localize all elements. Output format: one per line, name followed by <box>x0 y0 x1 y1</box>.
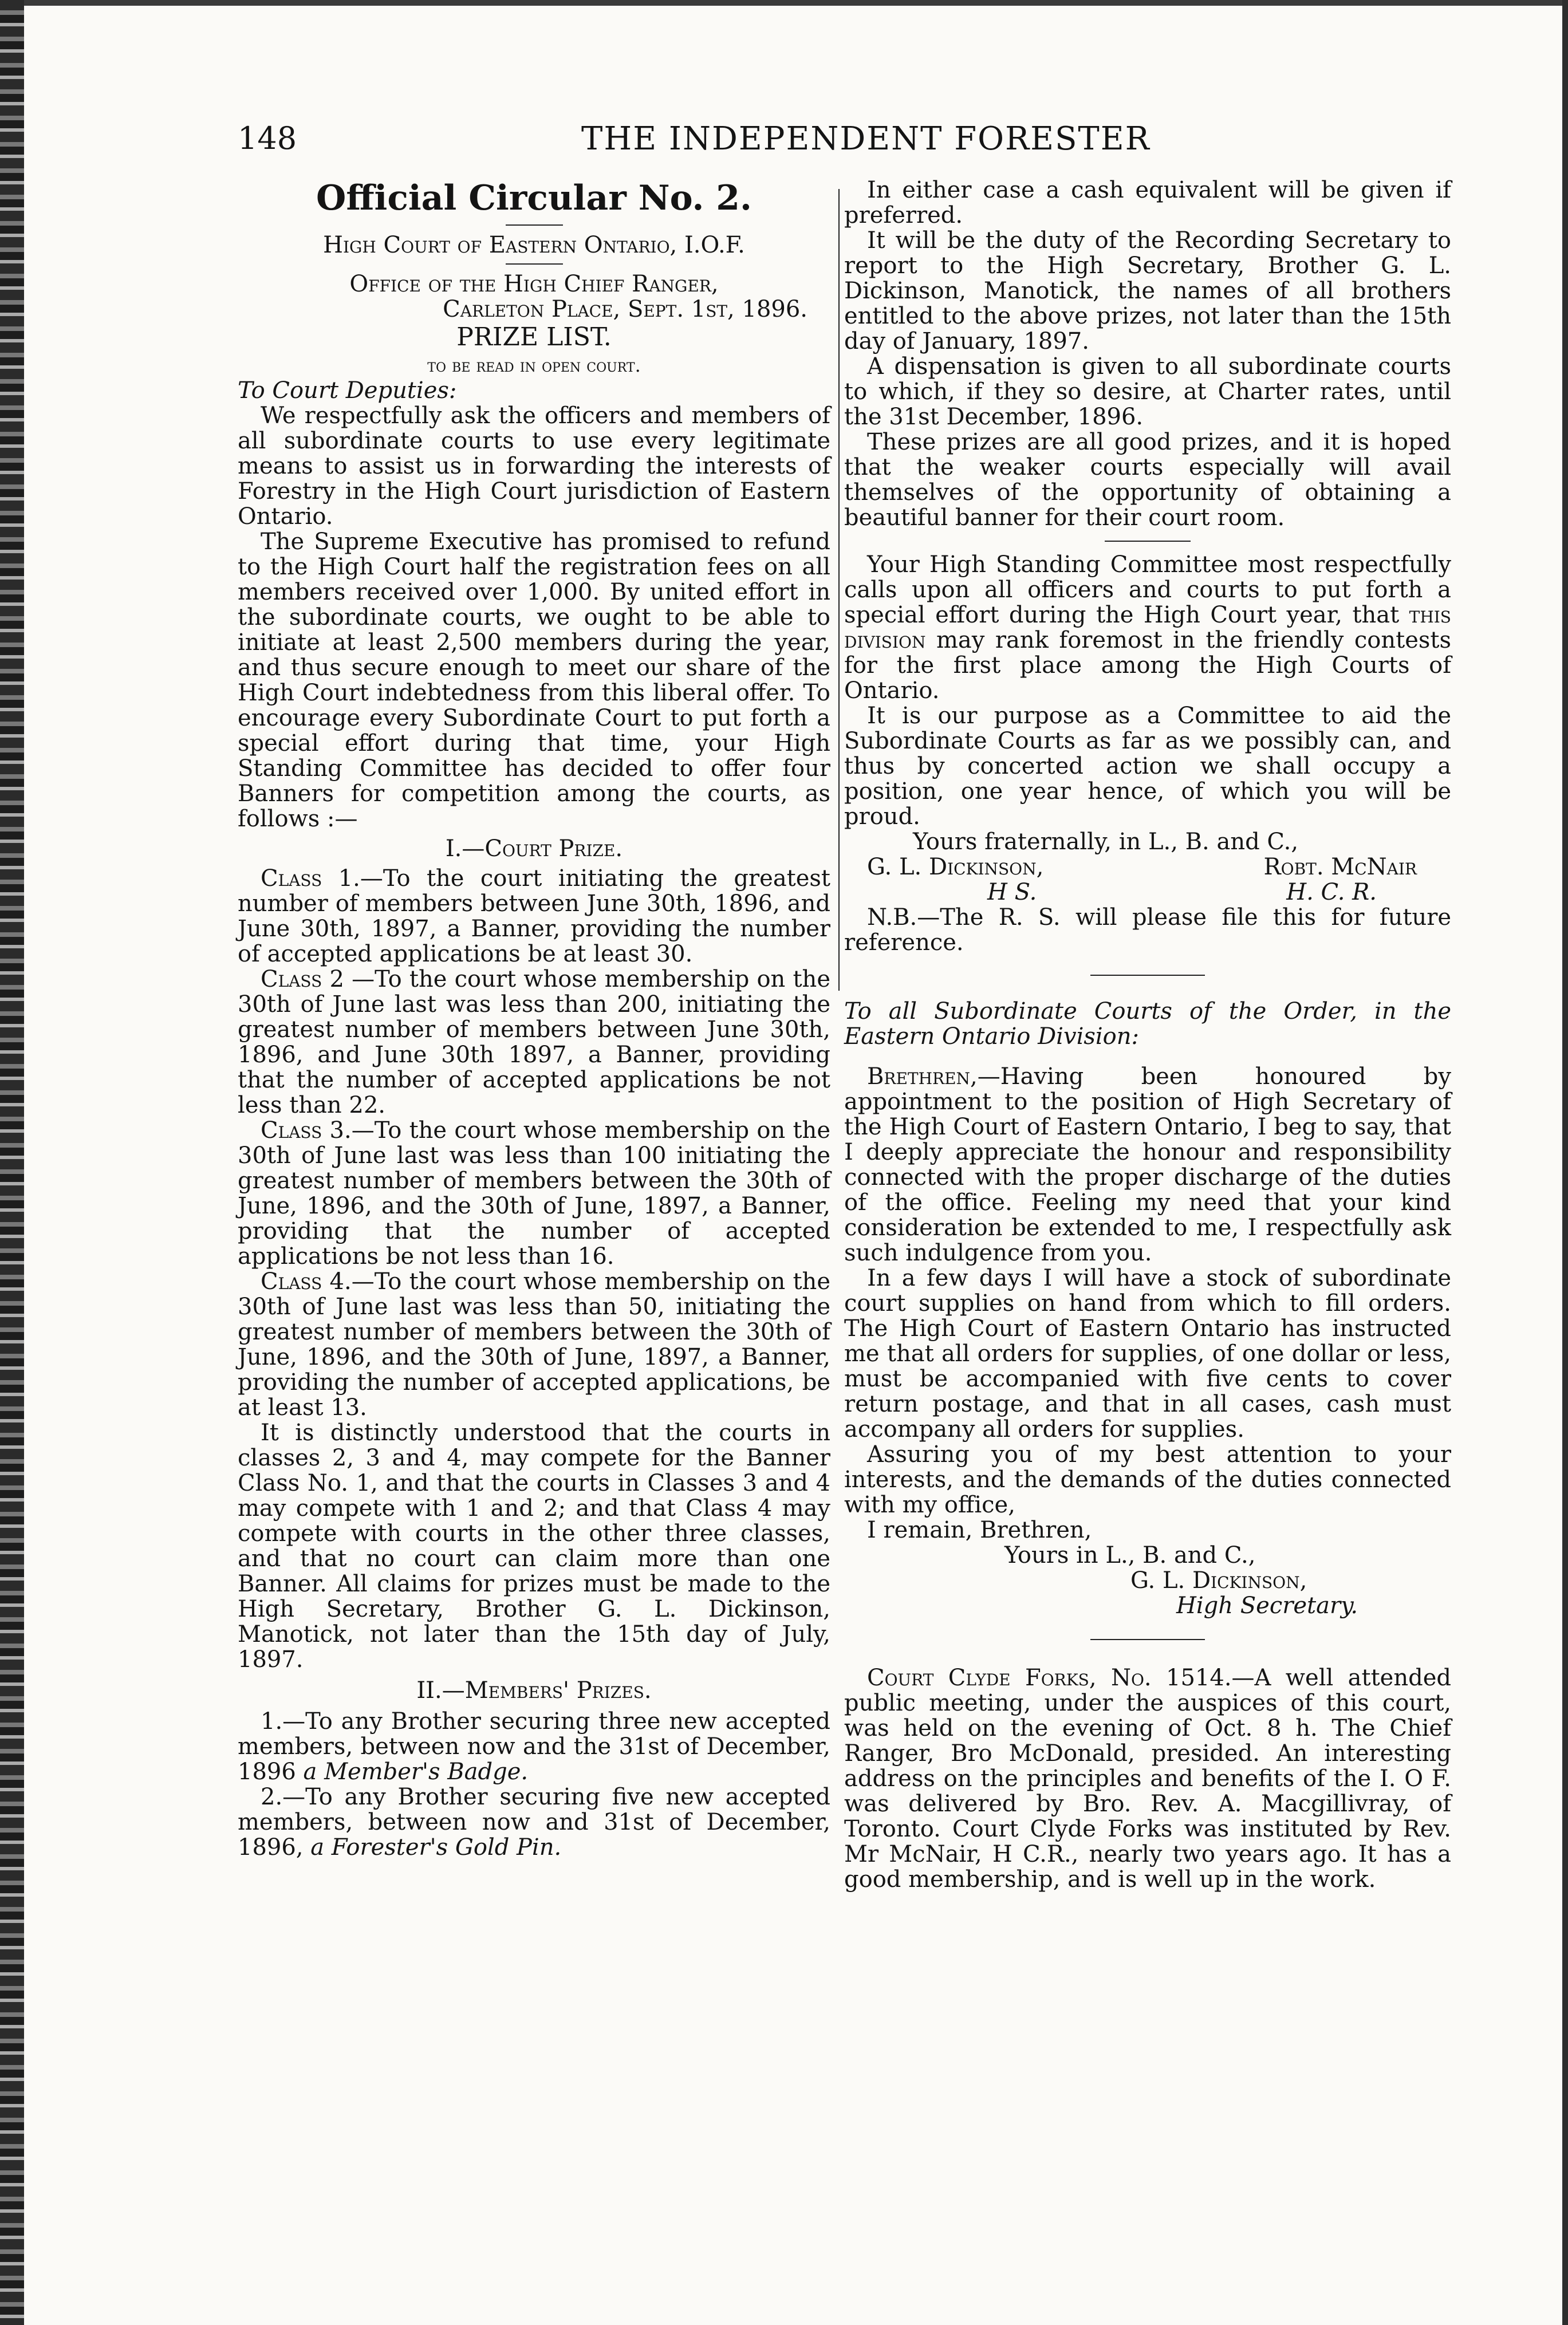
circular-title: Official Circular No. 2. <box>316 178 752 218</box>
salutation: To Court Deputies: <box>238 377 457 404</box>
court-prize-heading: I.—Court Prize. <box>445 836 623 862</box>
closing-line: Yours fraternally, in L., B. and C., <box>913 829 1299 855</box>
members-prize-1 <box>238 1709 830 1784</box>
prizes-hope-paragraph: These prizes are all good prizes, and it is hoped that the weaker courts especially will avail themselves of the opportunity of obtaining a beautiful banner for their court room. <box>844 429 1451 531</box>
committee-paragraph-1 <box>844 552 1451 703</box>
office-line-2: Carleton Place, Sept. 1st, 1896. <box>443 296 807 322</box>
section-rule-2 <box>1090 975 1205 976</box>
signer-dickinson: G. L. Dickinson, <box>867 854 1044 880</box>
signature-row <box>844 854 1451 880</box>
org-rule <box>506 263 563 265</box>
class-1-text: —To the court initiating the greatest number of members between June 30th, 1896, and June 30th, 1897, a Banner, providing the number of accepted applications be at least 30. <box>238 865 831 967</box>
read-instruction: to be read in open court. <box>427 354 641 376</box>
nb-note: N.B.—The R. S. will please file this for future reference. <box>844 904 1451 956</box>
class-2-text: —To the court whose membership on the 30th of June last was less than 200, initiating the greatest number of members between June 30th, 1896, and June 30th 1897, a Banner, providing that the number of accepted applications be not less than 22. <box>238 966 830 1118</box>
committee-paragraph-1-c: may rank foremost in the friendly contests for the first place among the High Courts of Ontario. <box>844 627 1451 704</box>
class-1-label: Class 1. <box>261 865 360 892</box>
members-prizes-heading: II.—Members' Prizes. <box>416 1677 652 1704</box>
left-column <box>238 178 830 2256</box>
section-rule-1 <box>1105 541 1191 542</box>
org-line: High Court of Eastern Ontario, I.O.F. <box>323 232 745 258</box>
class-4-text: —To the court whose membership on the 30th of June last was less than 50, initiating the greatest number of members between the 30th of June, 1896, and the 30th of June, 1897, a Banner, providing the number of accepted applications, be at least 13. <box>238 1268 830 1421</box>
members-prize-2-award: a Forester's Gold Pin. <box>310 1834 562 1861</box>
signer-dickinson-title: H S. <box>987 879 1037 905</box>
paragraph-understood: It is distinctly understood that the courts in classes 2, 3 and 4, may compete for the Banner Class No. 1, and that the courts in Classes 3 and 4 may compete with 1 and 2; and that Class 4 may compete with courts in the other three classes, and that no court can claim more than one Banner. All claims for prizes must be made to the High Secretary, Brother G. L. Dickinson, Manotick, not later than the 15th day of July, 1897. <box>238 1420 830 1673</box>
prize-list-heading: PRIZE LIST. <box>456 322 612 352</box>
letter-paragraph-2: In a few days I will have a stock of subordinate court supplies on hand from which to fill orders. The High Court of Eastern Ontario has instructed me that all orders for supplies, of one dollar or less, must be accompanied with five cents to cover return postage, and that in all cases, cash must accompany all orders for supplies. <box>844 1265 1451 1443</box>
class-3-item <box>238 1118 830 1269</box>
members-prize-1-award: a Member's Badge. <box>303 1759 529 1785</box>
scan-right-edge <box>1562 0 1568 2325</box>
letter-paragraph-1 <box>844 1064 1451 1266</box>
letter-remain: I remain, Brethren, <box>867 1517 1092 1543</box>
right-column <box>844 178 1451 2256</box>
class-3-text: —To the court whose membership on the 30th of June last was less than 100 initiating the greatest number of members between the 30th of June, 1896, and the 30th of June, 1897, a Banner, providing that the number of accepted applications be not less than 16. <box>238 1117 830 1270</box>
class-2-label: Class 2 <box>261 966 344 992</box>
letter-signer: G. L. Dickinson, <box>1130 1567 1307 1594</box>
scan-top-edge <box>0 0 1568 6</box>
title-rule <box>506 224 563 226</box>
court-news-name: Court Clyde Forks, No. 1514. <box>867 1665 1232 1691</box>
class-2-item <box>238 967 830 1118</box>
letter-paragraph-3: Assuring you of my best attention to your interests, and the demands of the duties connected with my office, <box>844 1441 1451 1518</box>
committee-paragraph-1-b: this division <box>844 602 1451 653</box>
class-1-item <box>238 866 830 967</box>
recording-secretary-paragraph: It will be the duty of the Recording Secretary to report to the High Secretary, Brother G. L. Dickinson, Manotick, the names of all brothers entitled to the above prizes, not later than the 15th day of January, 1897. <box>844 227 1451 354</box>
cash-equivalent-paragraph: In either case a cash equivalent will be given if preferred. <box>844 177 1451 228</box>
signer-mcnair: Robt. McNair <box>1263 854 1417 880</box>
class-3-label: Class 3. <box>261 1117 352 1144</box>
committee-paragraph-2: It is our purpose as a Committee to aid the Subordinate Courts as far as we possibly can, and thus by concerted action we shall occupy a position, one year hence, of which you will be proud. <box>844 703 1451 830</box>
journal-title: THE INDEPENDENT FORESTER <box>581 120 1151 157</box>
office-line-1: Office of the High Chief Ranger, <box>349 271 719 297</box>
signer-mcnair-title: H. C. R. <box>1286 879 1377 905</box>
brethren-label: Brethren, <box>867 1063 978 1090</box>
members-prize-1-text: 1.—To any Brother securing three new accepted members, between now and the 31st of December, 1896 <box>238 1708 830 1785</box>
class-4-label: Class 4. <box>261 1268 352 1295</box>
page-number: 148 <box>238 120 297 156</box>
members-prize-2-text: 2.—To any Brother securing five new accepted members, between now and 31st of December, 1896, <box>238 1784 830 1861</box>
court-news-paragraph <box>844 1665 1451 1892</box>
scan-left-edge <box>0 0 24 2325</box>
paragraph-officers: We respectfully ask the officers and members of all subordinate courts to use every legitimate means to assist us in forwarding the interests of Forestry in the High Court jurisdiction of Eastern Ontario. <box>238 403 830 530</box>
signature-titles <box>844 880 1451 905</box>
court-news-text: —A well attended public meeting, under the auspices of this court, was held on the evening of Oct. 8 h. The Chief Ranger, Bro McDonald, presided. An interesting address on the principles and benefits of the I. O F. was delivered by Bro. Rev. A. Macgillivray, of Toronto. Court Clyde Forks was instituted by Rev. Mr McNair, H C.R., nearly two years ago. It has a good membership, and is well up in the work. <box>844 1665 1451 1893</box>
letter-signer-title: High Secretary. <box>1176 1593 1358 1619</box>
letter-yours: Yours in L., B. and C., <box>1004 1542 1256 1569</box>
class-4-item <box>238 1269 830 1420</box>
letter-heading: To all Subordinate Courts of the Order, in the Eastern Ontario Division: <box>844 998 1451 1050</box>
paragraph-executive: The Supreme Executive has promised to refund to the High Court half the registration fees on all members received over 1,000. By united effort in the subordinate courts, we ought to be able to initiate at least 2,500 members during the year, and thus secure enough to meet our share of the High Court indebtedness from this liberal offer. To encourage every Subordinate Court to put forth a special effort during that time, your High Standing Committee has decided to offer four Banners for competition among the courts, as follows :— <box>238 529 830 832</box>
dispensation-paragraph: A dispensation is given to all subordinate courts to which, if they so desire, at Charter rates, until the 31st December, 1896. <box>844 353 1451 430</box>
column-divider <box>838 189 840 991</box>
section-rule-3 <box>1090 1639 1205 1640</box>
members-prize-2 <box>238 1784 830 1860</box>
committee-paragraph-1-a: Your High Standing Committee most respectfully calls upon all officers and courts to put forth a special effort during the High Court year, that <box>844 551 1451 628</box>
page-header <box>238 120 1154 166</box>
letter-paragraph-1-text: —Having been honoured by appointment to the position of High Secretary of the High Court of Eastern Ontario, I beg to say, that I deeply appreciate the honour and responsibility connected with the proper discharge of the duties of the office. Feeling my need that your kind consideration be extended to me, I respectfully ask such indulgence from you. <box>844 1063 1451 1266</box>
